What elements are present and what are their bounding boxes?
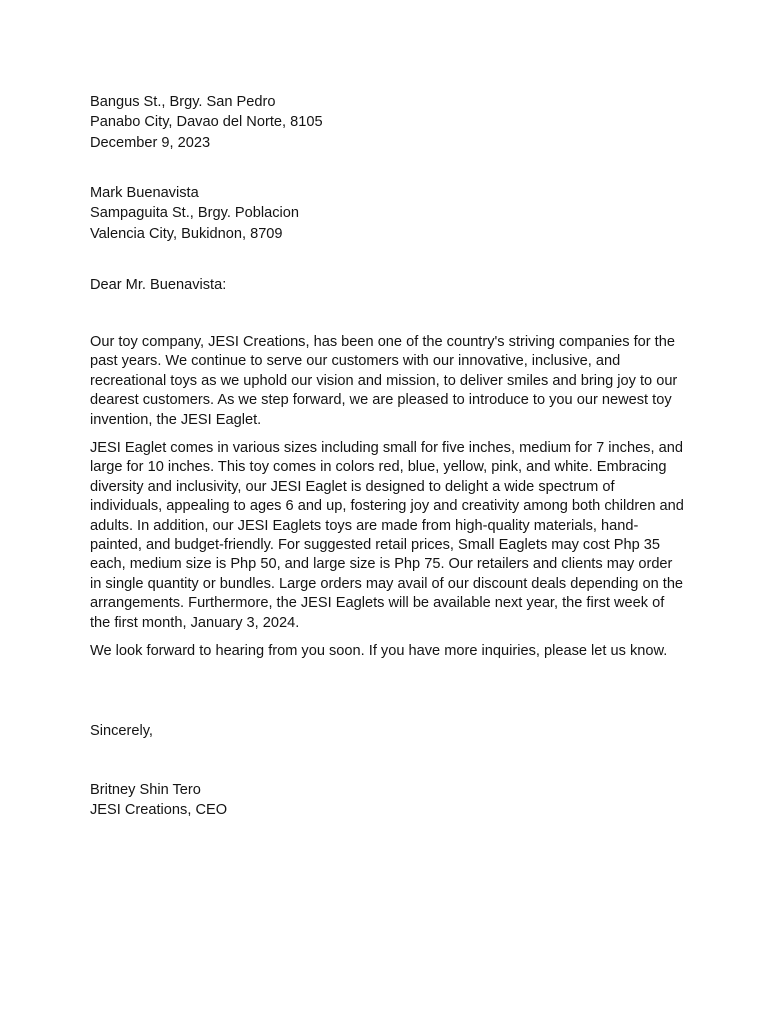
sender-address-line-2: Panabo City, Davao del Norte, 8105 — [90, 114, 323, 131]
recipient-address-block — [90, 183, 690, 244]
recipient-name: Mark Buenavista — [90, 185, 199, 201]
letter-body — [90, 333, 685, 662]
sender-address-line-1: Bangus St., Brgy. San Pedro — [90, 94, 276, 110]
recipient-address-line-2: Valencia City, Bukidnon, 8709 — [90, 225, 283, 242]
signer-name: Britney Shin Tero — [90, 782, 201, 798]
salutation — [90, 275, 690, 295]
signature-block — [90, 780, 690, 821]
recipient-address-line-1: Sampaguita St., Brgy. Poblacion — [90, 205, 300, 222]
signer-title: JESI Creations, CEO — [90, 802, 228, 819]
sender-address-block — [90, 92, 690, 153]
body-paragraph-intro: Our toy company, JESI Creations, has been one of the country's striving companies for the past years. We continue to serve our customers with our innovative, inclusive, and recreational toys as we uphold our vision and mission, to deliver smiles and bring joy to our dearest customers. As we step forward, we are pleased to introduce to you our newest toy invention, the JESI Eaglet. — [90, 334, 678, 428]
letter-date: December 9, 2023 — [90, 134, 211, 151]
salutation-text: Dear Mr. Buenavista: — [90, 277, 227, 293]
body-paragraph-product: JESI Eaglet comes in various sizes including small for five inches, medium for 7 inches, and large for 10 inches. This toy comes in colors red, blue, yellow, pink, and white. Embracing diversity and inclusivity, our JESI Eaglet is designed to delight a wide spectrum of individuals, appealing to ages 6 and up, fostering joy and creativity among both children and adults. In addition, our JESI Eaglets toys are made from high-quality materials, hand-painted, and budget-friendly. For suggested retail prices, Small Eaglets may cost Php 35 each, medium size is Php 50, and large size is Php 75. Our retailers and clients may order in single quantity or bundles. Large orders may avail of our discount deals depending on the arrangements. Furthermore, the JESI Eaglets will be available next year, the first week of the first month, January 3, 2024. — [90, 440, 684, 631]
complimentary-close — [90, 721, 690, 741]
body-paragraph-closing: We look forward to hearing from you soon. If you have more inquiries, please let us know. — [90, 643, 668, 660]
closing-text: Sincerely, — [90, 723, 153, 739]
